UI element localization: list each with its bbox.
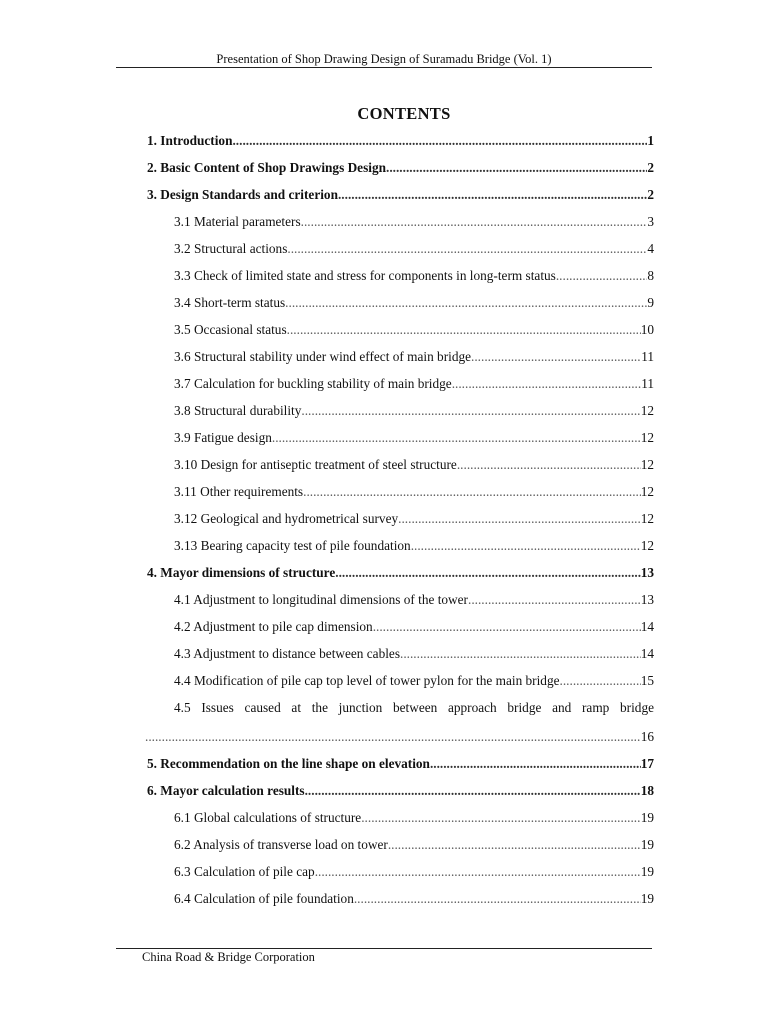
toc-entry-label: 3.7 Calculation for buckling stability of main bridge: [174, 376, 452, 391]
toc-entry-label: 2. Basic Content of Shop Drawings Design: [147, 160, 386, 175]
toc-entry[interactable]: [174, 644, 654, 664]
toc-entry[interactable]: [174, 862, 654, 882]
toc-entry-wrapped-label[interactable]: 4.5 Issues caused at the junction between approach bridge and ramp bridge: [174, 700, 654, 715]
toc-entry-page: 15: [640, 673, 654, 688]
toc-entry[interactable]: [174, 320, 654, 340]
toc-entry[interactable]: [174, 482, 654, 502]
toc-entry-label: 3.6 Structural stability under wind effect of main bridge: [174, 349, 472, 364]
toc-entry-page: 13: [640, 565, 654, 580]
toc-entry[interactable]: [174, 266, 654, 286]
toc-entry-label: 4.3 Adjustment to distance between cables: [174, 646, 400, 661]
toc-entry-page: 16: [640, 729, 654, 744]
toc-entry-label: 3.9 Fatigue design: [174, 430, 272, 445]
toc-entry-label: 3.4 Short-term status: [174, 295, 286, 310]
toc-entry-label: 3.13 Bearing capacity test of pile foundation: [174, 538, 411, 553]
toc-leader-dots: [386, 158, 647, 178]
toc-leader-dots: [556, 266, 647, 286]
toc-entry-label: 3.11 Other requirements: [174, 484, 304, 499]
toc-entry-page: 9: [647, 295, 654, 310]
toc-leader-dots: [272, 428, 641, 448]
toc-entry-label: 4.4 Modification of pile cap top level of tower pylon for the main bridge: [174, 673, 560, 688]
toc-entry-label: 4. Mayor dimensions of structure: [147, 565, 336, 580]
toc-leader-dots: [301, 212, 648, 232]
toc-leader-dots: [354, 889, 641, 909]
toc-leader-dots: [287, 320, 641, 340]
toc-entry-label: 3.12 Geological and hydrometrical survey: [174, 511, 399, 526]
toc-leader-dots: [398, 509, 641, 529]
toc-entry-page: 18: [640, 783, 654, 798]
toc-entry-page: 10: [640, 322, 654, 337]
toc-entry-page: 12: [640, 538, 654, 553]
toc-leader-dots: [560, 671, 641, 691]
toc-entry-label: 5. Recommendation on the line shape on elevation: [147, 756, 430, 771]
toc-entry-label: 3.10 Design for antiseptic treatment of steel structure: [174, 457, 457, 472]
toc-entry[interactable]: [174, 212, 654, 232]
toc-entry[interactable]: [147, 754, 654, 774]
toc-leader-dots: [388, 835, 641, 855]
toc-entry[interactable]: [147, 158, 654, 178]
toc-entry-page: 11: [641, 349, 654, 364]
toc-leader-dots: [303, 482, 641, 502]
toc-entry-page: 19: [640, 891, 654, 906]
toc-entry-page: 2: [647, 160, 654, 175]
toc-entry-page: 19: [640, 837, 654, 852]
toc-leader-dots: [287, 239, 647, 259]
toc-entry[interactable]: [174, 455, 654, 475]
running-header: Presentation of Shop Drawing Design of Suramadu Bridge (Vol. 1): [216, 52, 552, 66]
toc-entry[interactable]: [174, 239, 654, 259]
toc-entry-page: 11: [641, 376, 654, 391]
toc-leader-dots: [285, 293, 647, 313]
toc-entry-page: 14: [640, 646, 654, 661]
toc-leader-dots: [468, 590, 641, 610]
toc-entry-label: 6.1 Global calculations of structure: [174, 810, 362, 825]
toc-entry[interactable]: [147, 185, 654, 205]
toc-entry-label: 6.4 Calculation of pile foundation: [174, 891, 354, 906]
toc-leader-dots: [335, 563, 640, 583]
toc-entry[interactable]: [147, 131, 654, 151]
toc-leader-dots: [452, 374, 641, 394]
toc-entry-label: 4.1 Adjustment to longitudinal dimensions of the tower: [174, 592, 468, 607]
toc-entry-page: 12: [640, 457, 654, 472]
toc-entry-label: 3.8 Structural durability: [174, 403, 302, 418]
toc-entry[interactable]: [174, 293, 654, 313]
toc-leader-dots: [400, 644, 641, 664]
toc-entry[interactable]: [174, 590, 654, 610]
toc-entry-page: 17: [640, 756, 654, 771]
toc-leader-dots: [373, 617, 641, 637]
toc-entry-wrapped-continuation[interactable]: [145, 727, 654, 747]
toc-leader-dots: [145, 727, 641, 747]
toc-entry-label: 3.1 Material parameters: [174, 214, 301, 229]
toc-entry-label: 3. Design Standards and criterion: [147, 187, 338, 202]
toc-entry[interactable]: [174, 808, 654, 828]
toc-entry[interactable]: [174, 428, 654, 448]
toc-entry-label: 3.2 Structural actions: [174, 241, 288, 256]
toc-leader-dots: [471, 347, 641, 367]
toc-leader-dots: [315, 862, 641, 882]
toc-entry-page: 1: [647, 133, 654, 148]
page-footer: China Road & Bridge Corporation: [142, 950, 315, 964]
toc-leader-dots: [338, 185, 647, 205]
toc-entry-page: 14: [640, 619, 654, 634]
toc-entry[interactable]: [174, 617, 654, 637]
toc-entry-page: 8: [647, 268, 654, 283]
toc-entry-page: 4: [647, 241, 654, 256]
toc-entry[interactable]: [174, 509, 654, 529]
toc-entry[interactable]: [174, 889, 654, 909]
page-title: CONTENTS: [357, 104, 451, 123]
toc-entry[interactable]: [174, 347, 654, 367]
toc-entry-page: 12: [640, 403, 654, 418]
toc-entry-label: 1. Introduction: [147, 133, 233, 148]
toc-entry[interactable]: [174, 835, 654, 855]
toc-leader-dots: [457, 455, 641, 475]
toc-entry[interactable]: [174, 671, 654, 691]
toc-entry[interactable]: [147, 563, 654, 583]
toc-entry[interactable]: [147, 781, 654, 801]
toc-entry-label: 3.3 Check of limited state and stress for components in long-term status: [174, 268, 556, 283]
toc-entry-label: 6.2 Analysis of transverse load on tower: [174, 837, 388, 852]
toc-entry-label: 3.5 Occasional status: [174, 322, 287, 337]
toc-entry-label: 4.2 Adjustment to pile cap dimension: [174, 619, 373, 634]
toc-leader-dots: [411, 536, 641, 556]
toc-leader-dots: [301, 401, 640, 421]
toc-entry-page: 12: [640, 484, 654, 499]
toc-entry-page: 13: [640, 592, 654, 607]
toc-entry-label: 6. Mayor calculation results: [147, 783, 305, 798]
toc-entry[interactable]: [174, 374, 654, 394]
toc-entry[interactable]: [174, 536, 654, 556]
toc-entry-page: 12: [640, 511, 654, 526]
toc-leader-dots: [232, 131, 647, 151]
toc-leader-dots: [361, 808, 640, 828]
toc-entry-page: 3: [647, 214, 654, 229]
toc-entry[interactable]: [174, 401, 654, 421]
toc-entry-page: 19: [640, 864, 654, 879]
toc-leader-dots: [430, 754, 641, 774]
toc-entry-page: 19: [640, 810, 654, 825]
toc-entry-page: 12: [640, 430, 654, 445]
toc-leader-dots: [305, 781, 641, 801]
toc-entry-page: 2: [647, 187, 654, 202]
toc-entry-label: 6.3 Calculation of pile cap: [174, 864, 315, 879]
